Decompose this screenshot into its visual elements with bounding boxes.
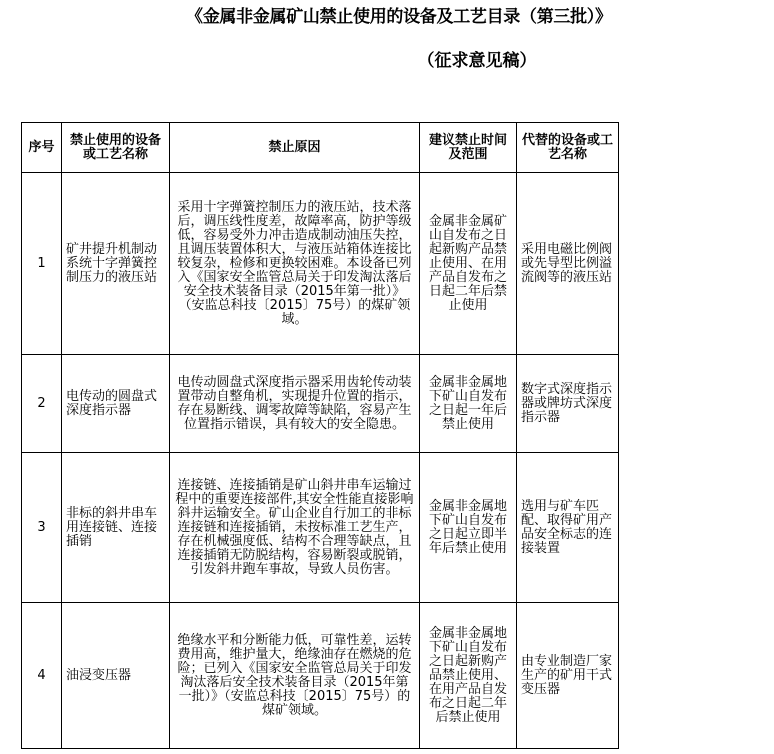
cell-alternative: 由专业制造厂家生产的矿用干式变压器 (517, 603, 619, 749)
cell-reason: 连接链、连接插销是矿山斜井串车运输过程中的重要连接部件,其安全性能直接影响斜井运输安全。矿山企业自行加工的非标连接链和连接插销，未按标准工艺生产，存在机械强度低、结构不合理等缺点，且连接插销无防脱结构，容易断裂或脱销，引发斜井跑车事故，导致人员伤害。 (170, 453, 420, 603)
document-subtitle: （征求意见稿） (417, 51, 537, 71)
cell-reason: 采用十字弹簧控制压力的液压站，技术落后，调压线性度差，故障率高，防护等级低，容易受外力冲击造成制动油压失控，且调压装置体积大，与液压站箱体连接比较复杂，检修和更换较困难。本设备已列入《国家安全监管总局关于印发淘汰落后安全技术装备目录（2015年第一批）》（安监总科技〔2015〕75号）的煤矿领域。 (170, 173, 420, 355)
cell-seq: 3 (22, 453, 62, 603)
cell-range: 金属非金属矿山自发布之日起新购产品禁止使用、在用产品自发布之日起二年后禁止使用 (420, 173, 517, 355)
cell-item: 油浸变压器 (62, 603, 170, 749)
cell-reason: 绝缘水平和分断能力低，可靠性差，运转费用高，维护量大，绝缘油存在燃烧的危险；已列入《国家安全监管总局关于印发淘汰落后安全技术装备目录（2015年第一批）》（安监总科技〔2015〕75号）的煤矿领域。 (170, 603, 420, 749)
cell-seq: 2 (22, 355, 62, 453)
cell-item: 电传动的圆盘式深度指示器 (62, 355, 170, 453)
document-title: 《金属非金属矿山禁止使用的设备及工艺目录（第三批）》 (186, 7, 612, 27)
table-row (22, 453, 619, 603)
cell-reason: 电传动圆盘式深度指示器采用齿轮传动装置带动自整角机，实现提升位置的指示，存在易断线、调零故障等缺陷，容易产生位置指示错误，具有较大的安全隐患。 (170, 355, 420, 453)
header-alternative: 代替的设备或工艺名称 (517, 123, 619, 173)
header-range: 建议禁止时间及范围 (420, 123, 517, 173)
cell-alternative: 采用电磁比例阀或先导型比例溢流阀等的液压站 (517, 173, 619, 355)
cell-seq: 1 (22, 173, 62, 355)
cell-alternative: 选用与矿车匹配、取得矿用产品安全标志的连接装置 (517, 453, 619, 603)
cell-alternative: 数字式深度指示器或牌坊式深度指示器 (517, 355, 619, 453)
header-item: 禁止使用的设备或工艺名称 (62, 123, 170, 173)
table-row (22, 173, 619, 355)
cell-seq: 4 (22, 603, 62, 749)
table-row (22, 603, 619, 749)
header-reason: 禁止原因 (170, 123, 420, 173)
header-seq: 序号 (22, 123, 62, 173)
cell-item: 非标的斜井串车用连接链、连接插销 (62, 453, 170, 603)
cell-range: 金属非金属地下矿山自发布之日起新购产品禁止使用、在用产品自发布之日起二年后禁止使用 (420, 603, 517, 749)
table-row (22, 355, 619, 453)
cell-range: 金属非金属地下矿山自发布之日起一年后禁止使用 (420, 355, 517, 453)
cell-range: 金属非金属地下矿山自发布之日起立即半年后禁止使用 (420, 453, 517, 603)
cell-item: 矿井提升机制动系统十字弹簧控制压力的液压站 (62, 173, 170, 355)
prohibited-equipment-table (21, 122, 619, 749)
table-header-row (22, 123, 619, 173)
